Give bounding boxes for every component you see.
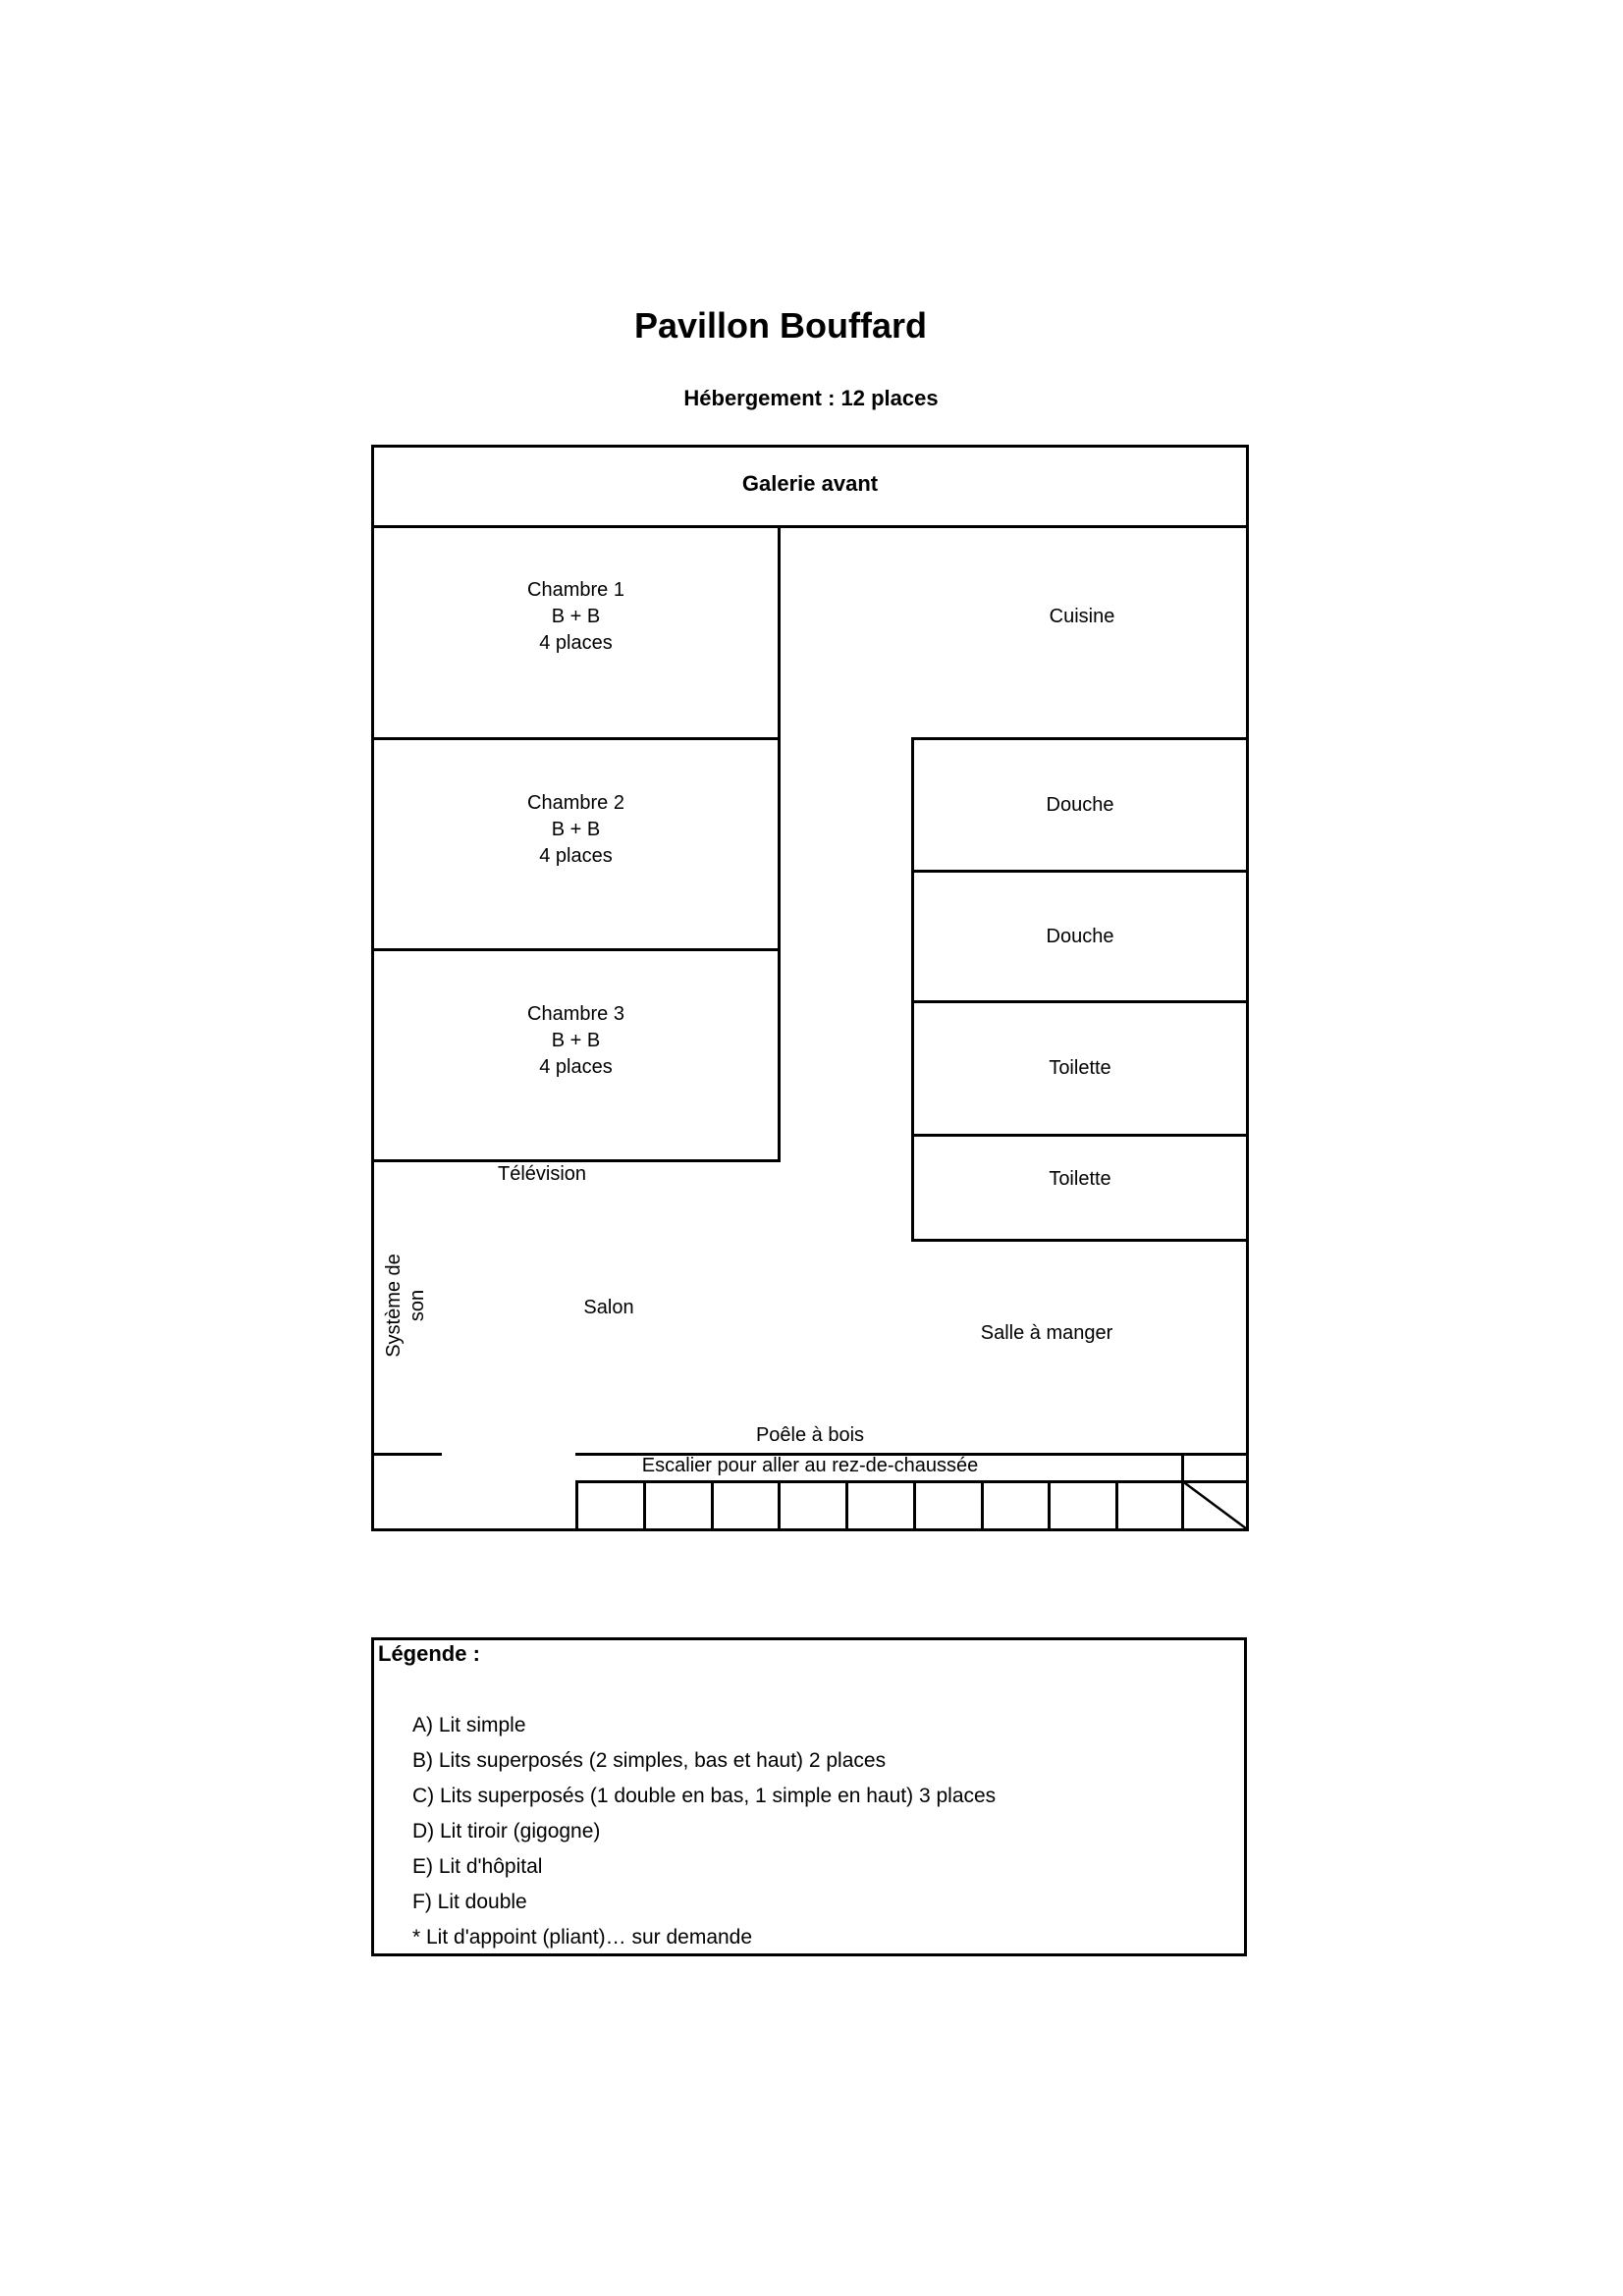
legend-heading: Légende : (378, 1641, 480, 1666)
floor-plan-outline (371, 445, 1249, 1531)
sound-system-line2: son (406, 1289, 428, 1322)
stair-tread-line (981, 1480, 984, 1528)
stair-tread-line (575, 1480, 578, 1528)
chambre-2-beds: B + B (551, 819, 601, 840)
chambre-1-capacity: 4 places (539, 632, 613, 654)
wall-galerie-bottom (374, 525, 1246, 528)
room-label-toilette-1: Toilette (1049, 1057, 1111, 1079)
room-label-cuisine: Cuisine (1049, 606, 1115, 627)
room-label-douche-2: Douche (1046, 926, 1114, 947)
chambre-3-name: Chambre 3 (527, 1003, 624, 1025)
stairs-diagonal-icon (1181, 1480, 1246, 1528)
wall-douche1-top (911, 737, 1246, 740)
legend-item-d: D) Lit tiroir (gigogne) (412, 1820, 601, 1842)
stair-tread-line (913, 1480, 916, 1528)
stair-tread-line (845, 1480, 848, 1528)
wall-stub-left (374, 1453, 442, 1456)
room-label-salle-a-manger: Salle à manger (980, 1322, 1113, 1344)
wall-central-corridor (778, 525, 781, 1162)
label-television: Télévision (497, 1163, 587, 1185)
wall-toilette2-bottom (911, 1239, 1246, 1242)
chambre-3-capacity: 4 places (539, 1056, 613, 1078)
stair-tread-line (1048, 1480, 1051, 1528)
chambre-2-name: Chambre 2 (527, 792, 624, 814)
legend-item-b: B) Lits superposés (2 simples, bas et haut) 2 places (412, 1749, 887, 1772)
chambre-1-beds: B + B (551, 606, 601, 627)
wall-chambre1-chambre2 (374, 737, 781, 740)
stair-tread-line (778, 1480, 781, 1528)
chambre-3-beds: B + B (551, 1030, 601, 1051)
floor-plan-interior (374, 448, 1246, 1528)
legend-item-extra: * Lit d'appoint (pliant)… sur demande (412, 1926, 753, 1949)
room-label-galerie-avant: Galerie avant (741, 471, 879, 496)
room-label-chambre-1 (374, 577, 778, 657)
wall-sanitary-left (911, 737, 914, 1242)
wall-stairs-top (575, 1480, 1246, 1483)
legend-item-c: C) Lits superposés (1 double en bas, 1 simple en haut) 3 places (412, 1785, 997, 1807)
page-title: Pavillon Bouffard (633, 305, 928, 346)
wall-stairs-band-divider (1181, 1453, 1184, 1483)
wall-douche1-douche2 (911, 870, 1246, 873)
legend-item-a: A) Lit simple (412, 1714, 526, 1736)
legend-item-f: F) Lit double (412, 1891, 527, 1913)
stair-tread-line (711, 1480, 714, 1528)
chambre-1-name: Chambre 1 (527, 579, 624, 601)
wall-douche2-toilette1 (911, 1000, 1246, 1003)
wall-chambre2-chambre3 (374, 948, 781, 951)
label-poele-a-bois: Poêle à bois (755, 1424, 865, 1446)
legend-item-e: E) Lit d'hôpital (412, 1855, 543, 1878)
wall-toilette1-toilette2 (911, 1134, 1246, 1137)
legend-box (371, 1637, 1247, 1956)
room-label-chambre-2 (374, 790, 778, 870)
label-escalier: Escalier pour aller au rez-de-chaussée (641, 1455, 979, 1476)
room-label-chambre-3 (374, 1001, 778, 1081)
stair-tread-line (1115, 1480, 1118, 1528)
chambre-2-capacity: 4 places (539, 845, 613, 867)
sound-system-line1: Système de (383, 1254, 405, 1358)
stair-tread-line (643, 1480, 646, 1528)
page-subtitle: Hébergement : 12 places (683, 386, 939, 410)
legend-item-list (412, 1708, 996, 1955)
label-sound-system (382, 1254, 429, 1358)
room-label-toilette-2: Toilette (1049, 1168, 1111, 1190)
room-label-salon: Salon (583, 1297, 634, 1318)
room-label-douche-1: Douche (1046, 794, 1114, 816)
